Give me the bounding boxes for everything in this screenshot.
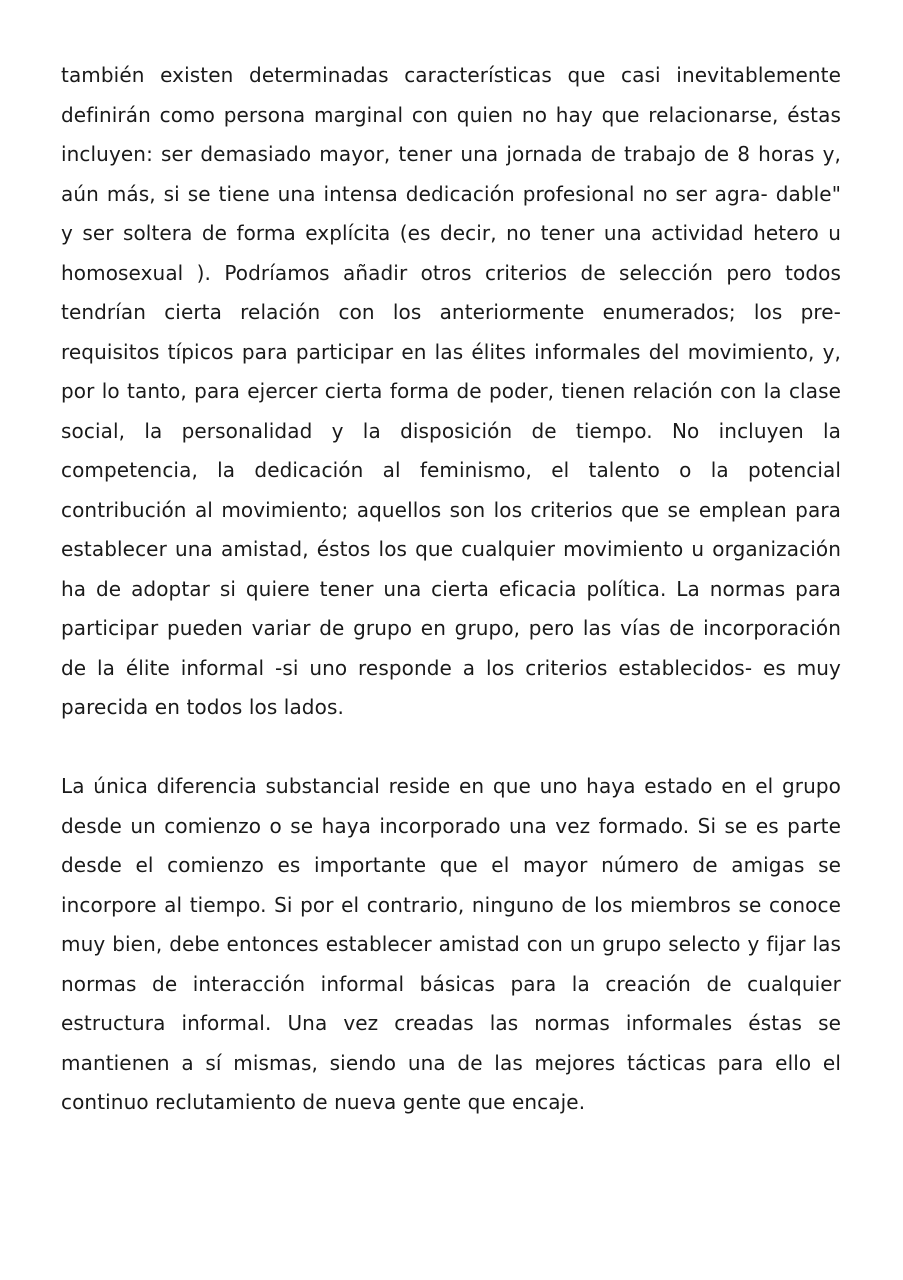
document-page: [61, 56, 841, 1123]
paragraph-2: La única diferencia substancial reside en que uno haya estado en el grupo desde un comienzo o se haya incorporado una vez formado. Si se es parte desde el comienzo es importante que el mayor número de amigas se incorpore al tiempo. Si por el contrario, ninguno de los miembros se conoce muy bien, debe entonces establecer amistad con un grupo selecto y fijar las normas de interacción informal básicas para la creación de cualquier estructura informal. Una vez creadas las normas informales éstas se mantienen a sí mismas, siendo una de las mejores tácticas para ello el continuo reclutamiento de nueva gente que encaje.: [61, 774, 841, 1114]
paragraph-1: también existen determinadas características que casi inevitablemente definirán como persona marginal con quien no hay que relacionarse, éstas incluyen: ser demasiado mayor, tener una jornada de trabajo de 8 horas y, aún más, si se tiene una intensa dedicación profesional no ser agra- dable" y ser soltera de forma explícita (es decir, no tener una actividad hetero u homosexual ). Podríamos añadir otros criterios de selección pero todos tendrían cierta relación con los anteriormente enumerados; los pre-requisitos típicos para participar en las élites informales del movimiento, y, por lo tanto, para ejercer cierta forma de poder, tienen relación con la clase social, la personalidad y la disposición de tiempo. No incluyen la competencia, la dedicación al feminismo, el talento o la potencial contribución al movimiento; aquellos son los criterios que se emplean para establecer una amistad, éstos los que cualquier movimiento u organización ha de adoptar si quiere tener una cierta eficacia política. La normas para participar pueden variar de grupo en grupo, pero las vías de incorporación de la élite informal -si uno responde a los criterios establecidos- es muy parecida en todos los lados.: [61, 63, 841, 719]
